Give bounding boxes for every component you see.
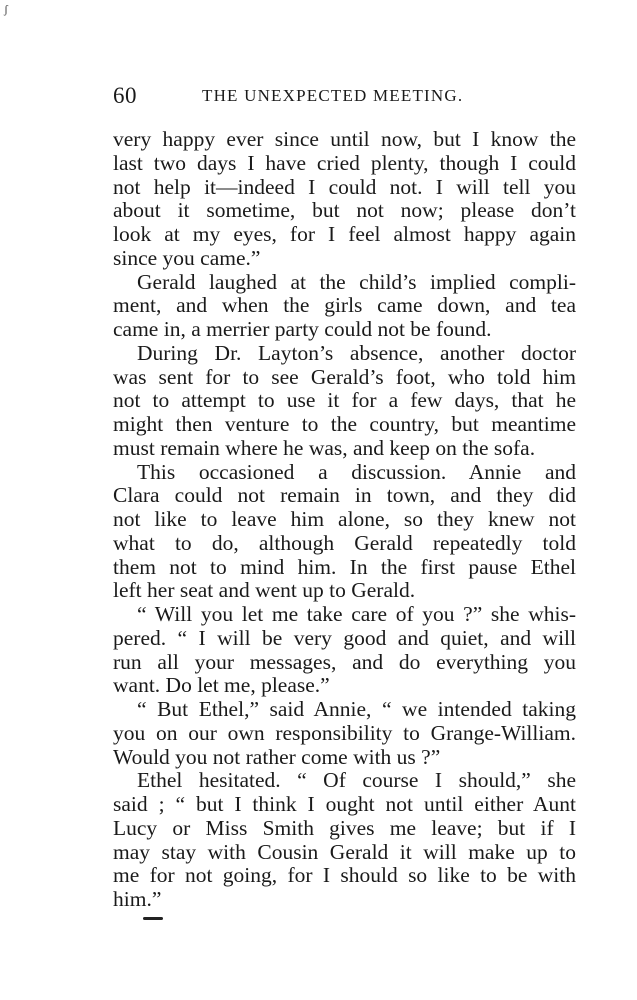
- text-line: Would you not rather come with us ?”: [113, 744, 441, 769]
- printer-mark: [143, 917, 163, 920]
- text-line: since you came.”: [113, 245, 261, 270]
- text-line: about it sometime, but not now; please don’t: [113, 198, 576, 223]
- text-line: them not to mind him. In the first pause Ethel: [113, 554, 576, 579]
- text-line: “ Will you let me take care of you ?” she whis-: [137, 602, 576, 626]
- text-line: said ; “ but I think I ought not until either Aunt: [113, 792, 576, 816]
- text-line: During Dr. Layton’s absence, another doctor: [137, 340, 576, 365]
- text-line: Clara could not remain in town, and they did: [113, 483, 576, 508]
- text-line: you on our own responsibility to Grange-William.: [113, 720, 576, 745]
- running-head: THE UNEXPECTED MEETING.: [202, 86, 464, 105]
- text-line: want. Do let me, please.”: [113, 673, 330, 698]
- text-line: This occasioned a discussion. Annie and: [137, 459, 576, 484]
- text-line: left her seat and went up to Gerald.: [113, 578, 416, 603]
- text-line: me for not going, for I should so like to be with: [113, 863, 576, 888]
- text-line: not like to leave him alone, so they knew not: [113, 507, 576, 531]
- text-line: not help it—indeed I could not. I will tell you: [113, 174, 576, 199]
- text-line: last two days I have cried plenty, though I could: [113, 150, 576, 175]
- text-line: very happy ever since until now, but I know the: [113, 127, 576, 151]
- text-line: look at my eyes, for I feel almost happy again: [113, 222, 576, 246]
- page-number: 60: [113, 83, 137, 108]
- body-text: [113, 128, 576, 912]
- text-line: what to do, although Gerald repeatedly told: [113, 530, 576, 555]
- text-line: Ethel hesitated. “ Of course I should,” she: [137, 768, 576, 793]
- text-line: him.”: [113, 887, 162, 911]
- text-line: must remain where he was, and keep on the sofa.: [113, 435, 536, 460]
- page-header: [113, 83, 513, 113]
- text-line: “ But Ethel,” said Annie, “ we intended taking: [137, 697, 576, 721]
- text-line: may stay with Cousin Gerald it will make up to: [113, 839, 576, 864]
- text-line: Lucy or Miss Smith gives me leave; but if I: [113, 815, 576, 840]
- text-line: was sent for to see Gerald’s foot, who told him: [113, 364, 576, 389]
- text-line: ment, and when the girls came down, and tea: [113, 293, 576, 318]
- text-line: pered. “ I will be very good and quiet, and will: [113, 625, 576, 650]
- text-line: came in, a merrier party could not be found.: [113, 317, 492, 341]
- text-line: not to attempt to use it for a few days, that he: [113, 388, 576, 413]
- text-line: might then venture to the country, but meantime: [113, 412, 576, 436]
- text-line: Gerald laughed at the child’s implied compli-: [137, 269, 576, 294]
- corner-mark: ʃ: [4, 2, 8, 16]
- text-line: run all your messages, and do everything you: [113, 649, 576, 674]
